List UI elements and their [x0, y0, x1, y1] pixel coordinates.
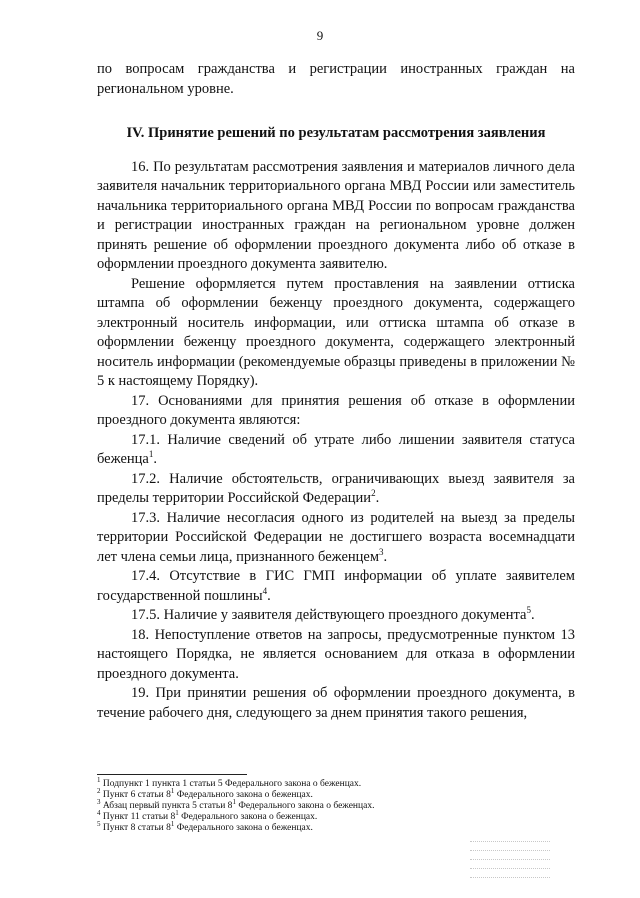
page-number: 9: [316, 28, 324, 43]
paragraph-16-decision: Решение оформляется путем проставления на заявлении оттиска штампа об оформлении беженцу проездного документа, содержащего электронный носитель информации, или оттиска штампа об отказе в оформлении беженцу проездного документа, содержащего электронный носитель информации (рекомендуемые образцы приведены в приложении № 5 к настоящему Порядку).: [97, 275, 575, 389]
footnote-ref-3[interactable]: 3: [379, 546, 384, 557]
footnote-ref-1[interactable]: 1: [148, 449, 154, 460]
paragraph-17-2-text: 17.2. Наличие обстоятельств, ограничивающих выезд заявителя за пределы территории Российской Федерации: [97, 470, 575, 506]
paragraph-17-2: 17.2. Наличие обстоятельств, ограничивающих выезд заявителя за пределы территории Российской Федерации$^2$.: [97, 470, 575, 506]
paragraph-17-1: 17.1. Наличие сведений об утрате либо лишении заявителя статуса беженца$^1$.: [97, 431, 575, 467]
paragraph-17-5: 17.5. Наличие у заявителя действующего проездного документа$^5$.: [131, 605, 535, 623]
section-heading: IV. Принятие решений по результатам рассмотрения заявления: [126, 125, 546, 141]
paragraph-18: 18. Непоступление ответов на запросы, предусмотренные пунктом 13 настоящего Порядка, не является основанием для отказа в оформлении проездного документа.: [97, 626, 575, 682]
footnote-ref-2[interactable]: 2: [371, 488, 376, 499]
faint-stamp-mark: [470, 834, 550, 884]
paragraph-19: 19. При принятии решения об оформлении проездного документа, в течение рабочего дня, следующего за днем принятия такого решения,: [97, 685, 575, 721]
footnote-4: $^4$ Пункт 11 статьи $8^1$ Федерального закона о беженцах.: [97, 808, 318, 822]
document-body: [97, 60, 575, 723]
footnotes: [97, 774, 575, 834]
paragraph-17-5-text: 17.5. Наличие у заявителя действующего проездного документа: [131, 607, 527, 623]
paragraph-16: 16. По результатам рассмотрения заявления и материалов личного дела заявителя начальник территориального органа МВД России или заместитель начальника территориального органа МВД России по вопросам гражданства и регистрации иностранных граждан на региональном уровне должен принять решение об оформлении проездного документа либо об отказе в оформлении проездного документа заявителю.: [97, 158, 575, 272]
footnote-ref-5[interactable]: 5: [526, 605, 531, 616]
paragraph-17-1-text: 17.1. Наличие сведений об утрате либо лишении заявителя статуса беженца: [97, 431, 575, 467]
paragraph-17-3-text: 17.3. Наличие несогласия одного из родителей на выезд за пределы территории Российской Федерации не достигшего возраста восемнадцати лет члена семьи лица, признанного беженцем: [97, 509, 575, 565]
intro-paragraph: по вопросам гражданства и регистрации иностранных граждан на региональном уровне.: [97, 61, 575, 97]
footnote-2: $^2$ Пункт 6 статьи $8^1$ Федерального закона о беженцах.: [97, 786, 313, 800]
paragraph-17-3: 17.3. Наличие несогласия одного из родителей на выезд за пределы территории Российской Федерации не достигшего возраста восемнадцати лет члена семьи лица, признанного беженцем$^3$.: [97, 509, 575, 565]
footnote-divider: [97, 774, 247, 775]
footnote-ref-4[interactable]: 4: [262, 585, 268, 596]
paragraph-17: 17. Основаниями для принятия решения об отказе в оформлении проездного документа являются:: [97, 392, 575, 428]
footnote-3: $^3$ Абзац первый пункта 5 статьи $8^1$ Федерального закона о беженцах.: [97, 797, 375, 811]
footnote-1: $^1$ Подпункт 1 пункта 1 статьи 5 Федерального закона о беженцах.: [97, 775, 362, 789]
footnote-5: $^5$ Пункт 8 статьи $8^1$ Федерального закона о беженцах.: [97, 819, 313, 833]
paragraph-17-4-text: 17.4. Отсутствие в ГИС ГМП информации об уплате заявителем государственной пошлины: [97, 568, 575, 604]
paragraph-17-4: 17.4. Отсутствие в ГИС ГМП информации об уплате заявителем государственной пошлины$^4$.: [97, 568, 575, 604]
